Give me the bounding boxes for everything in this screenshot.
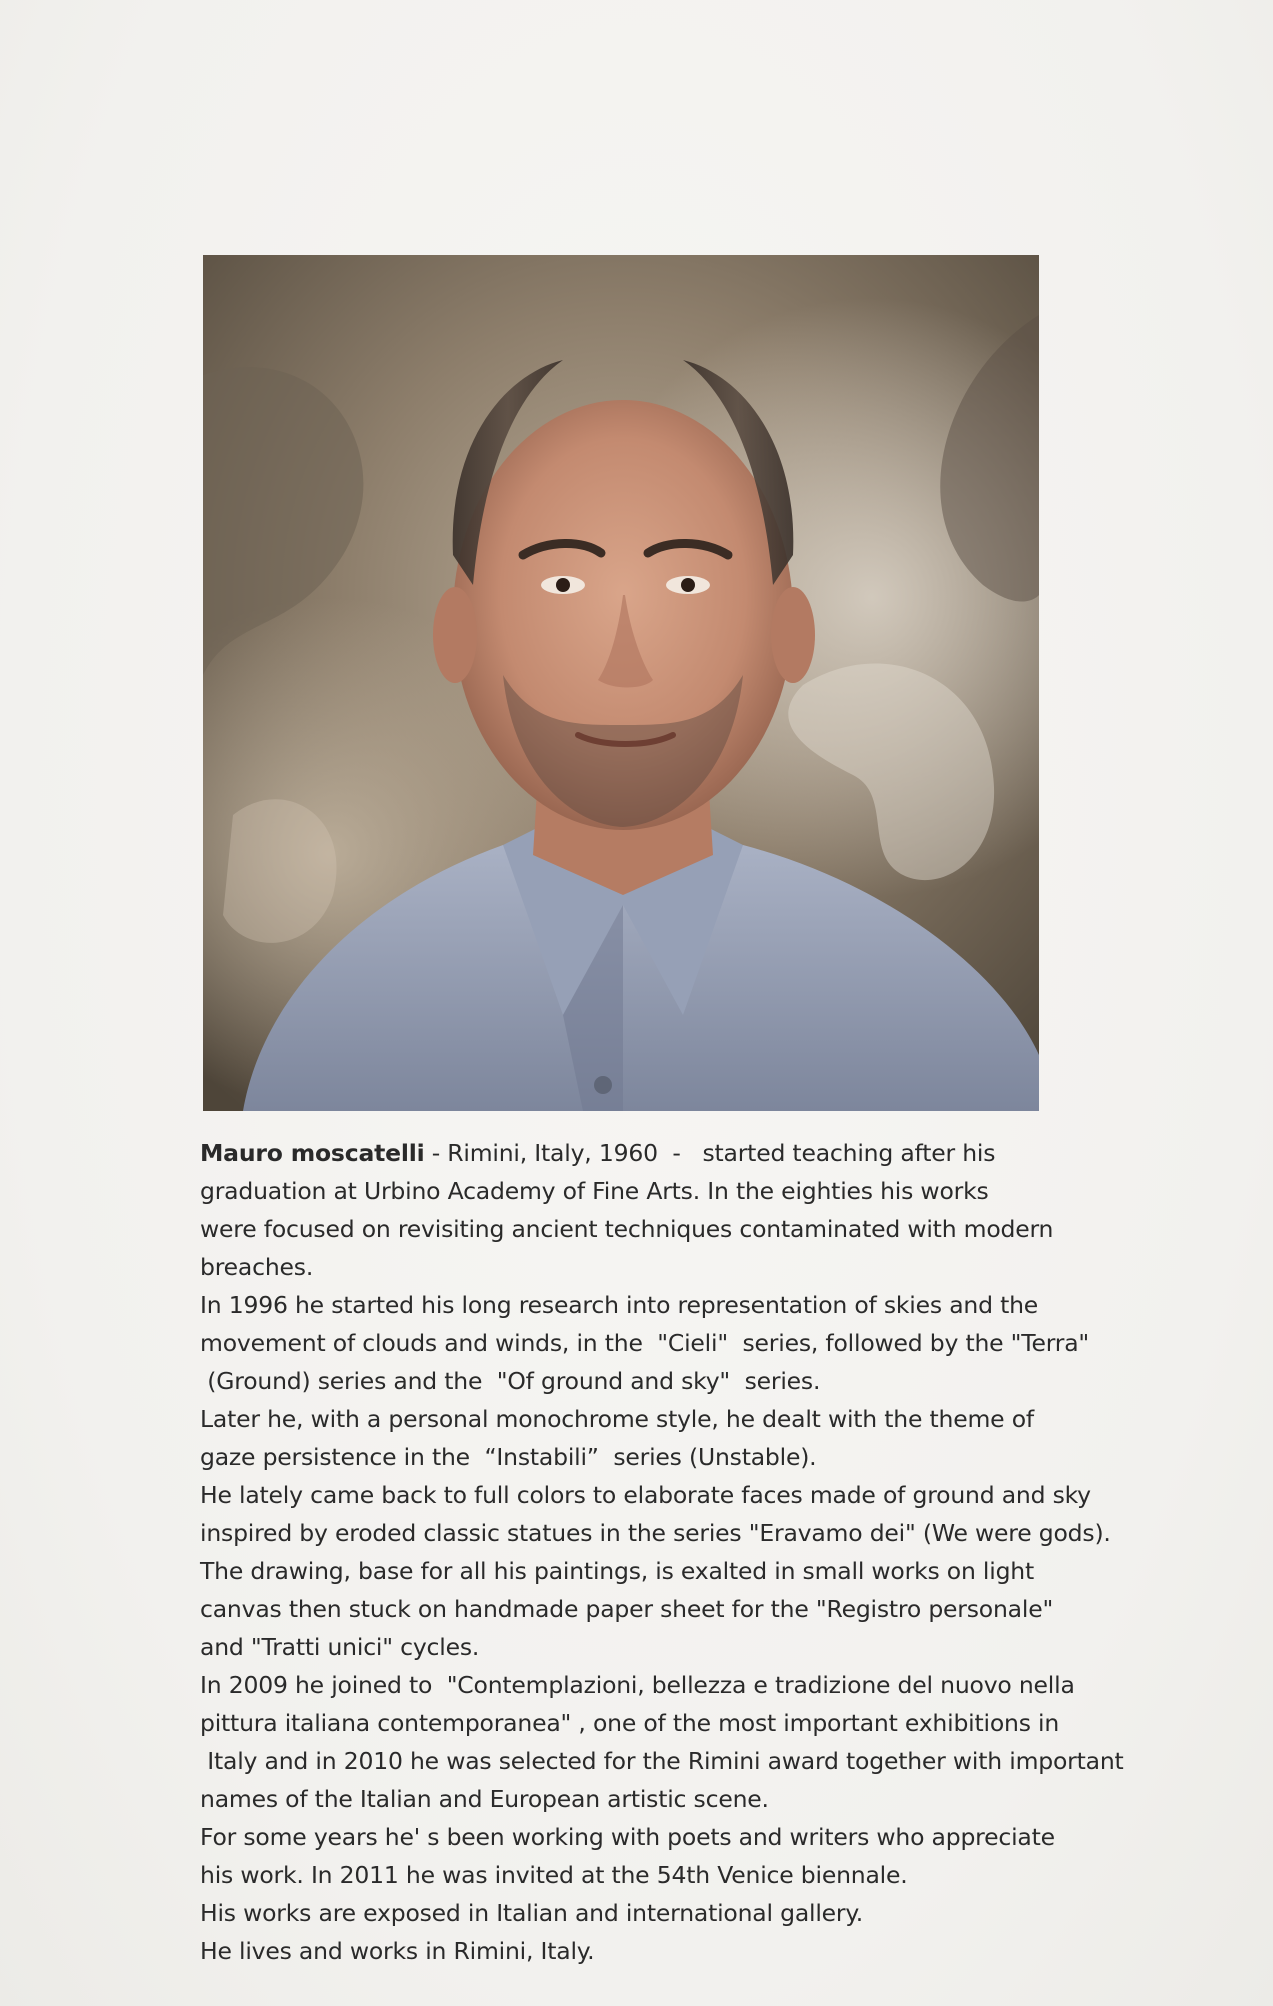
artist-biography — [200, 1134, 1124, 1970]
bio-line: Later he, with a personal monochrome style, he dealt with the theme of — [200, 1405, 1034, 1433]
bio-line: his work. In 2011 he was invited at the 54th Venice biennale. — [200, 1861, 908, 1889]
bio-line: He lives and works in Rimini, Italy. — [200, 1937, 595, 1965]
bio-line: pittura italiana contemporanea" , one of the most important exhibitions in — [200, 1709, 1060, 1737]
bio-line: In 1996 he started his long research into representation of skies and the — [200, 1291, 1039, 1319]
bio-line: names of the Italian and European artistic scene. — [200, 1785, 769, 1813]
bio-line: movement of clouds and winds, in the "Cieli" series, followed by the "Terra" — [200, 1329, 1090, 1357]
bio-line: and "Tratti unici" cycles. — [200, 1633, 480, 1661]
bio-line: breaches. — [200, 1253, 314, 1281]
artist-name: Mauro moscatelli — [200, 1139, 425, 1167]
bio-line: The drawing, base for all his paintings, is exalted in small works on light — [200, 1557, 1035, 1585]
artist-portrait — [203, 255, 1039, 1111]
bio-line: (Ground) series and the "Of ground and sky" series. — [200, 1367, 821, 1395]
bio-line: He lately came back to full colors to elaborate faces made of ground and sky — [200, 1481, 1091, 1509]
bio-line: In 2009 he joined to "Contemplazioni, bellezza e tradizione del nuovo nella — [200, 1671, 1075, 1699]
bio-line: graduation at Urbino Academy of Fine Arts. In the eighties his works — [200, 1177, 989, 1205]
bio-line: canvas then stuck on handmade paper sheet for the "Registro personale" — [200, 1595, 1054, 1623]
bio-line: inspired by eroded classic statues in the series "Eravamo dei" (We were gods). — [200, 1519, 1111, 1547]
bio-line: His works are exposed in Italian and international gallery. — [200, 1899, 864, 1927]
bio-line-1: Mauro moscatelli - Rimini, Italy, 1960 - started teaching after his — [200, 1139, 996, 1167]
bio-line: Italy and in 2010 he was selected for the Rimini award together with important — [200, 1747, 1124, 1775]
bio-line: were focused on revisiting ancient techniques contaminated with modern — [200, 1215, 1054, 1243]
bio-line: For some years he' s been working with poets and writers who appreciate — [200, 1823, 1055, 1851]
bio-line: gaze persistence in the “Instabili” series (Unstable). — [200, 1443, 817, 1471]
